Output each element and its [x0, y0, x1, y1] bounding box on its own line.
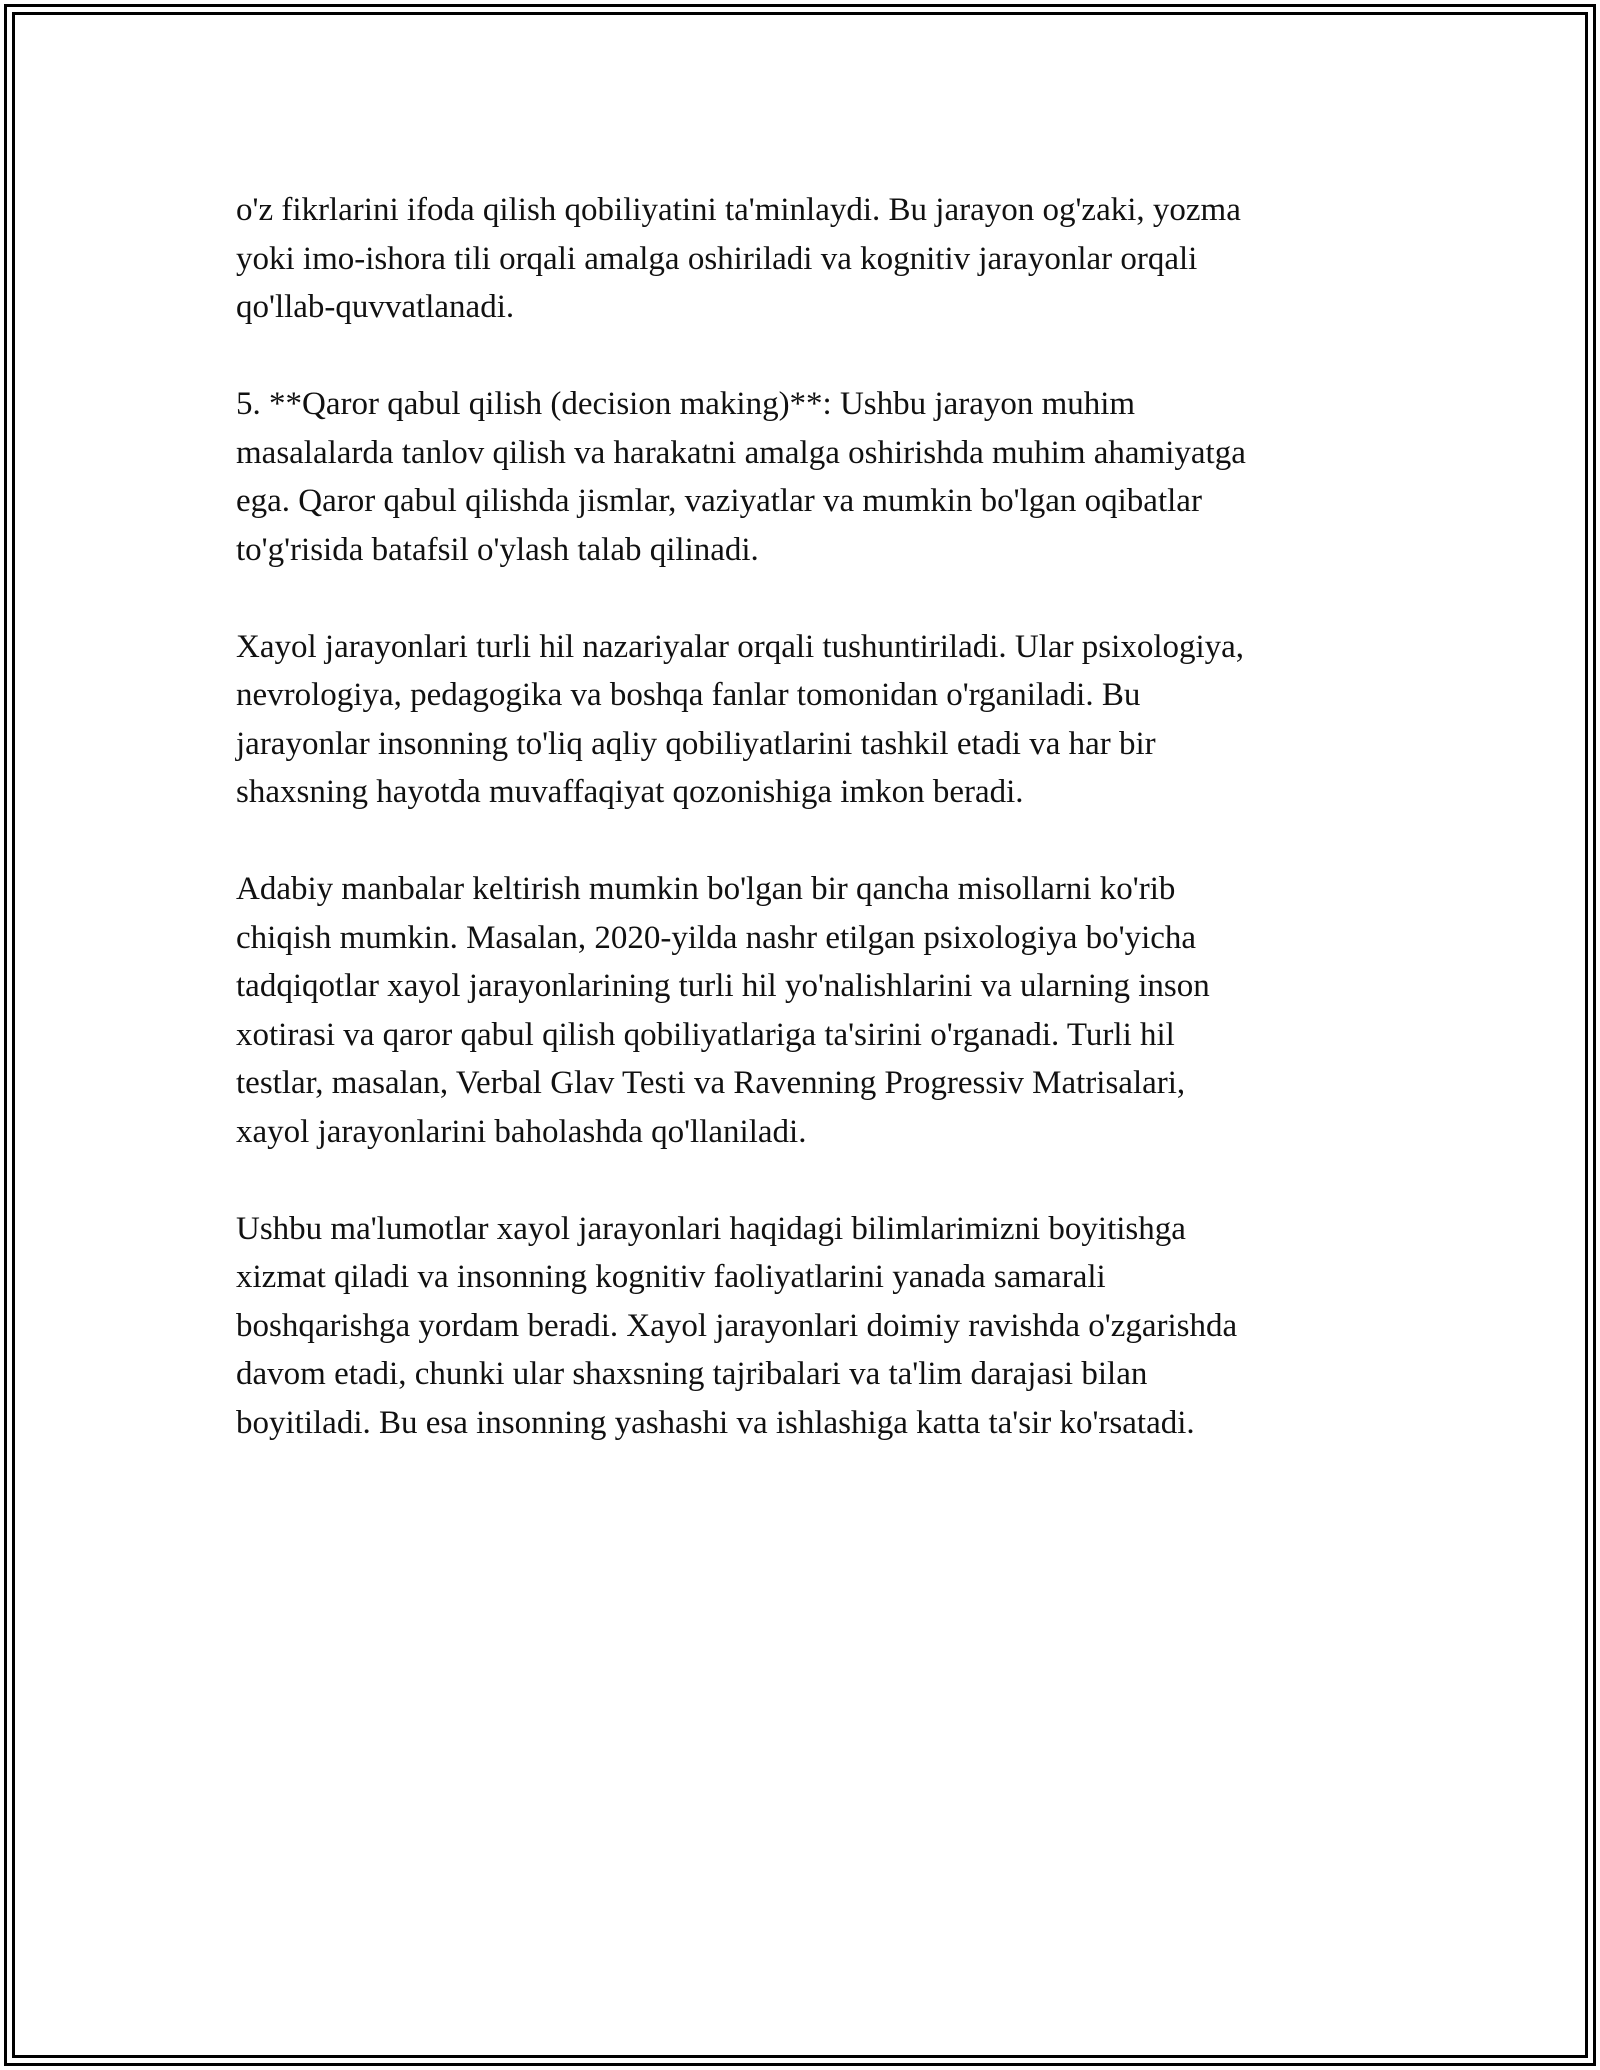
- text-line: jarayonlar insonning to'liq aqliy qobiliyatlarini tashkil etadi va har bir: [236, 725, 1156, 762]
- text-line: Adabiy manbalar keltirish mumkin bo'lgan bir qancha misollarni ko'rib: [236, 871, 1176, 907]
- text-line: xayol jarayonlarini baholashda qo'llaniladi.: [236, 1113, 807, 1150]
- text-line: chiqish mumkin. Masalan, 2020-yilda nashr etilgan psixologiya bo'yicha: [236, 919, 1197, 956]
- paragraph-literature: [236, 865, 1386, 1156]
- text-line: 5. **Qaror qabul qilish (decision making)**: Ushbu jarayon muhim: [236, 386, 1136, 422]
- text-line: masalalarda tanlov qilish va harakatni amalga oshirishda muhim ahamiyatga: [236, 434, 1246, 471]
- text-line: to'g'risida batafsil o'ylash talab qilinadi.: [236, 531, 759, 568]
- text-line: testlar, masalan, Verbal Glav Testi va Ravenning Progressiv Matrisalari,: [236, 1065, 1186, 1101]
- text-line: tadqiqotlar xayol jarayonlarining turli hil yo'nalishlarini va ularning inson: [236, 968, 1210, 1004]
- text-line: qo'llab-quvvatlanadi.: [236, 289, 515, 325]
- text-line: boyitiladi. Bu esa insonning yashashi va ishlashiga katta ta'sir ko'rsatadi.: [236, 1404, 1195, 1441]
- text-line: davom etadi, chunki ular shaxsning tajribalari va ta'lim darajasi bilan: [236, 1356, 1148, 1392]
- page-body: [236, 186, 1386, 1496]
- text-line: boshqarishga yordam beradi. Xayol jarayonlari doimiy ravishda o'zgarishda: [236, 1307, 1238, 1344]
- text-line: shaxsning hayotda muvaffaqiyat qozonishiga imkon beradi.: [236, 774, 1024, 810]
- paragraph-decision-making: [236, 380, 1386, 574]
- text-line: yoki imo-ishora tili orqali amalga oshiriladi va kognitiv jarayonlar orqali: [236, 240, 1198, 277]
- text-line: o'z fikrlarini ifoda qilish qobiliyatini ta'minlaydi. Bu jarayon og'zaki, yozma: [236, 192, 1241, 228]
- paragraph-conclusion: [236, 1205, 1386, 1448]
- text-line: nevrologiya, pedagogika va boshqa fanlar tomonidan o'rganiladi. Bu: [236, 677, 1141, 713]
- text-line: ega. Qaror qabul qilishda jismlar, vaziyatlar va mumkin bo'lgan oqibatlar: [236, 483, 1202, 519]
- text-line: Ushbu ma'lumotlar xayol jarayonlari haqidagi bilimlarimizni boyitishga: [236, 1210, 1186, 1247]
- paragraph-theories: [236, 623, 1386, 817]
- paragraph-communication: [236, 186, 1386, 332]
- text-line: xotirasi va qaror qabul qilish qobiliyatlariga ta'sirini o'rganadi. Turli hil: [236, 1016, 1175, 1053]
- text-line: Xayol jarayonlari turli hil nazariyalar orqali tushuntiriladi. Ular psixologiya,: [236, 628, 1245, 665]
- text-line: xizmat qiladi va insonning kognitiv faoliyatlarini yanada samarali: [236, 1259, 1106, 1295]
